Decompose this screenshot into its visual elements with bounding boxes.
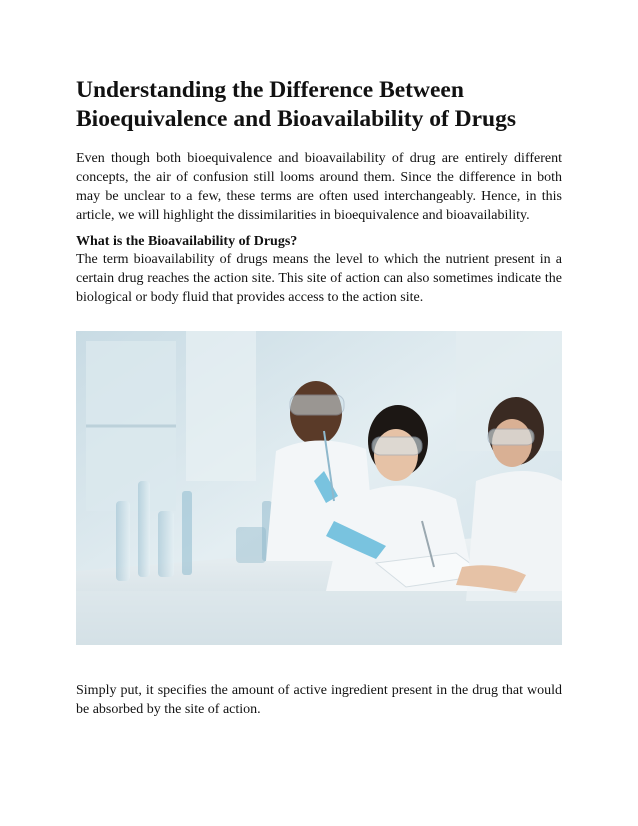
closing-paragraph: Simply put, it specifies the amount of active ingredient present in the drug that would be absorbed by the site of action. <box>76 683 562 717</box>
section-heading: What is the Bioavailability of Drugs? <box>76 234 298 249</box>
lab-scientists-illustration <box>76 331 562 645</box>
lab-photo <box>76 331 562 645</box>
article-title: Understanding the Difference Between Bioequivalence and Bioavailability of Drugs <box>76 77 517 132</box>
intro-paragraph: Even though both bioequivalence and bioavailability of drug are entirely different concepts, the air of confusion still looms around them. Since the difference in both may be unclear to a few, these terms are often used interchangeably. Hence, in this article, we will highlight the dissimilarities in bioequivalence and bioavailability. <box>76 151 562 223</box>
section-paragraph: The term bioavailability of drugs means the level to which the nutrient present in a certain drug reaches the action site. This site of action can also sometimes indicate the biological or body fluid that provides access to the action site. <box>76 252 562 305</box>
